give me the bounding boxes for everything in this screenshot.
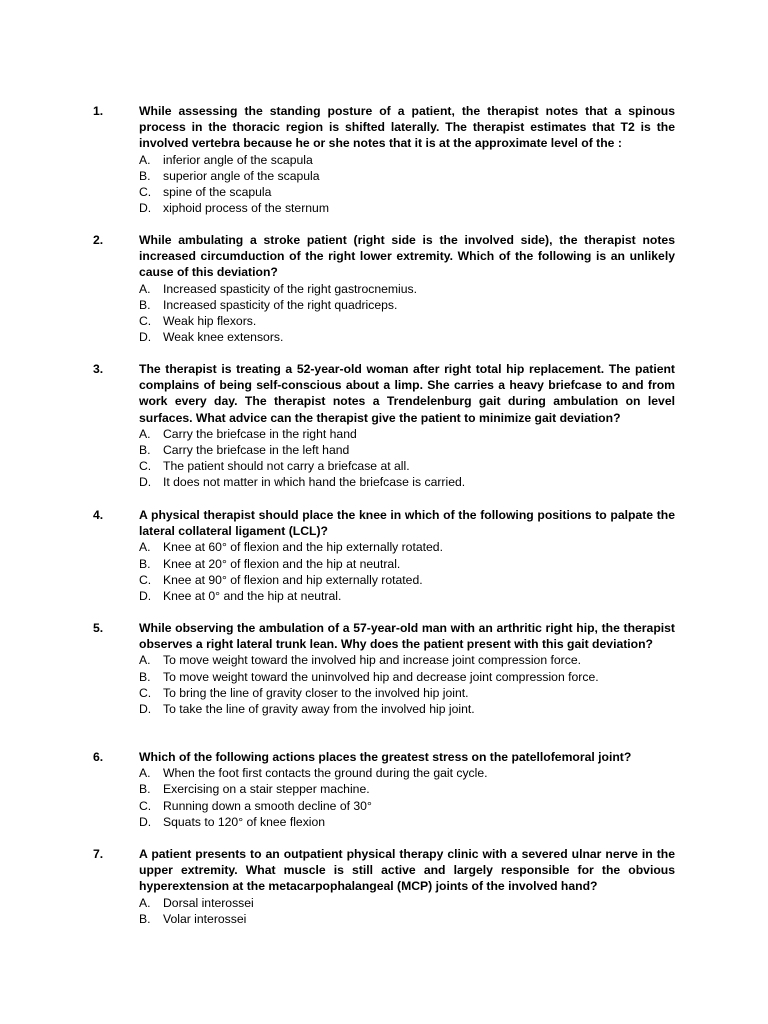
answer-option: [139, 329, 675, 345]
option-text: To move weight toward the involved hip and increase joint compression force.: [163, 653, 581, 668]
answer-option: [139, 895, 675, 911]
option-label: B.: [139, 669, 151, 684]
option-label: B.: [139, 443, 151, 458]
question-4: [93, 507, 675, 604]
option-label: B.: [139, 911, 151, 926]
question-text: While assessing the standing posture of a patient, the therapist notes that a spinous process in the thoracic region is shifted laterally. The therapist estimates that T2 is the involved vertebra because he or she notes that it is at the approximate level of the :: [139, 104, 675, 151]
option-text: Dorsal interossei: [163, 895, 254, 910]
option-label: A.: [139, 540, 151, 555]
question-text: While observing the ambulation of a 57-year-old man with an arthritic right hip, the therapist observes a right lateral trunk lean. Why does the patient present with this gait deviation?: [139, 621, 675, 652]
option-label: B.: [139, 556, 151, 571]
option-label: A.: [139, 895, 151, 910]
option-label: A.: [139, 281, 151, 296]
answer-option: [139, 556, 675, 572]
option-text: When the foot first contacts the ground during the gait cycle.: [163, 766, 488, 781]
option-label: B.: [139, 297, 151, 312]
option-label: D.: [139, 201, 152, 216]
question-7: [93, 846, 675, 927]
option-text: inferior angle of the scapula: [163, 152, 313, 167]
option-text: Carry the briefcase in the right hand: [163, 426, 357, 441]
question-6: [93, 749, 675, 830]
option-label: B.: [139, 782, 151, 797]
option-label: D.: [139, 814, 152, 829]
option-text: Knee at 60° of flexion and the hip externally rotated.: [163, 540, 443, 555]
answer-option: [139, 442, 675, 458]
option-label: A.: [139, 766, 151, 781]
answer-options: [139, 895, 675, 927]
answer-options: [139, 281, 675, 346]
question-number: 2.: [93, 233, 104, 247]
option-label: D.: [139, 589, 152, 604]
option-text: spine of the scapula: [163, 185, 272, 200]
answer-option: [139, 200, 675, 216]
option-label: D.: [139, 702, 152, 717]
option-text: Exercising on a stair stepper machine.: [163, 782, 370, 797]
option-label: B.: [139, 168, 151, 183]
option-label: C.: [139, 459, 152, 474]
answer-option: [139, 281, 675, 297]
answer-option: [139, 313, 675, 329]
question-5: [93, 620, 675, 717]
answer-option: [139, 426, 675, 442]
answer-option: [139, 572, 675, 588]
answer-option: [139, 152, 675, 168]
answer-options: [139, 652, 675, 717]
option-text: Carry the briefcase in the left hand: [163, 443, 350, 458]
option-text: Squats to 120° of knee flexion: [163, 814, 326, 829]
answer-option: [139, 652, 675, 668]
option-text: Weak hip flexors.: [163, 314, 257, 329]
question-number: 7.: [93, 847, 104, 861]
option-text: To take the line of gravity away from the involved hip joint.: [163, 702, 475, 717]
answer-options: [139, 152, 675, 217]
option-text: Volar interossei: [163, 911, 247, 926]
answer-option: [139, 458, 675, 474]
question-text: The therapist is treating a 52-year-old woman after right total hip replacement. The patient complains of being self-conscious about a limp. She carries a heavy briefcase to and from work every day. The therapist notes a Trendelenburg gait during ambulation on level surfaces. What advice can the therapist give the patient to minimize gait deviation?: [139, 362, 675, 425]
question-text: While ambulating a stroke patient (right side is the involved side), the therapist notes increased circumduction of the right lower extremity. Which of the following is an unlikely cause of this deviation?: [139, 233, 675, 280]
option-text: Increased spasticity of the right quadriceps.: [163, 297, 398, 312]
answer-option: [139, 781, 675, 797]
answer-options: [139, 539, 675, 604]
answer-option: [139, 297, 675, 313]
question-2: [93, 232, 675, 345]
option-label: A.: [139, 152, 151, 167]
answer-option: [139, 474, 675, 490]
option-label: C.: [139, 185, 152, 200]
option-label: C.: [139, 572, 152, 587]
option-label: D.: [139, 330, 152, 345]
question-number: 5.: [93, 621, 104, 635]
question-number: 4.: [93, 508, 104, 522]
option-label: A.: [139, 426, 151, 441]
answer-option: [139, 765, 675, 781]
answer-option: [139, 184, 675, 200]
answer-option: [139, 168, 675, 184]
answer-option: [139, 798, 675, 814]
question-1: [93, 103, 675, 216]
answer-option: [139, 669, 675, 685]
answer-options: [139, 765, 675, 830]
answer-option: [139, 588, 675, 604]
option-text: Knee at 20° of flexion and the hip at neutral.: [163, 556, 401, 571]
option-label: A.: [139, 653, 151, 668]
option-text: It does not matter in which hand the briefcase is carried.: [163, 475, 466, 490]
option-text: Increased spasticity of the right gastrocnemius.: [163, 281, 418, 296]
answer-option: [139, 701, 675, 717]
question-text: Which of the following actions places the greatest stress on the patellofemoral joint?: [139, 750, 632, 764]
question-number: 3.: [93, 362, 104, 376]
option-label: D.: [139, 475, 152, 490]
option-label: C.: [139, 798, 152, 813]
option-text: xiphoid process of the sternum: [163, 201, 329, 216]
question-3: [93, 361, 675, 491]
option-text: Knee at 90° of flexion and hip externally rotated.: [163, 572, 423, 587]
option-text: Weak knee extensors.: [163, 330, 284, 345]
option-text: To move weight toward the uninvolved hip and decrease joint compression force.: [163, 669, 599, 684]
option-text: Knee at 0° and the hip at neutral.: [163, 589, 342, 604]
answer-option: [139, 911, 675, 927]
answer-option: [139, 814, 675, 830]
option-label: C.: [139, 685, 152, 700]
option-text: The patient should not carry a briefcase at all.: [163, 459, 410, 474]
option-text: superior angle of the scapula: [163, 168, 320, 183]
option-text: To bring the line of gravity closer to the involved hip joint.: [163, 685, 469, 700]
question-number: 6.: [93, 750, 104, 764]
option-text: Running down a smooth decline of 30°: [163, 798, 372, 813]
answer-options: [139, 426, 675, 491]
option-label: C.: [139, 314, 152, 329]
question-number: 1.: [93, 104, 104, 118]
question-text: A physical therapist should place the knee in which of the following positions to palpate the lateral collateral ligament (LCL)?: [139, 508, 675, 539]
question-text: A patient presents to an outpatient physical therapy clinic with a severed ulnar nerve in the upper extremity. What muscle is still active and largely responsible for the obvious hyperextension at the metacarpophalangeal (MCP) joints of the involved hand?: [139, 847, 675, 894]
answer-option: [139, 539, 675, 555]
answer-option: [139, 685, 675, 701]
